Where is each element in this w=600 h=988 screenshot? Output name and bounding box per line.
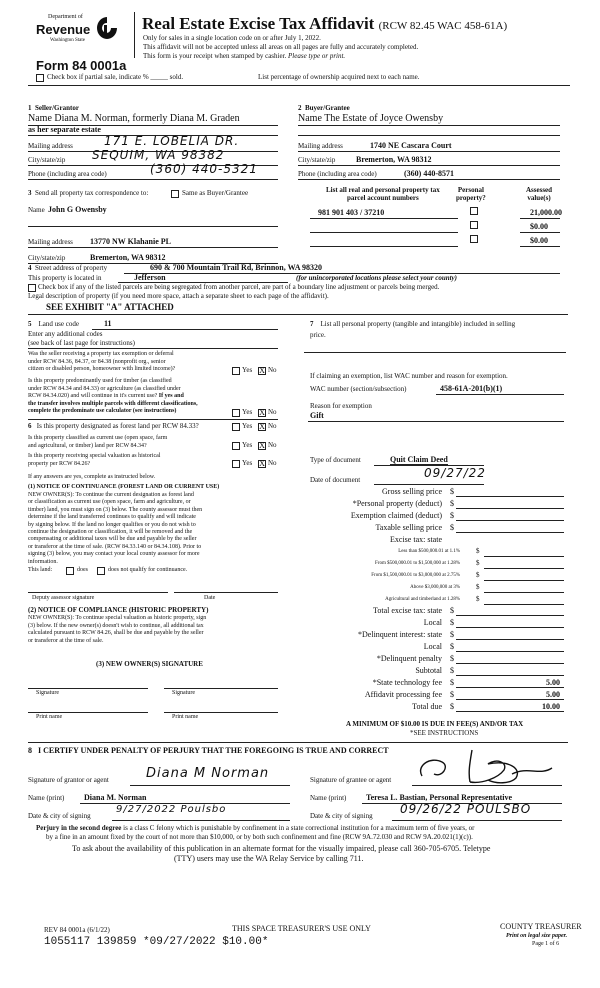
s6-num: 6 bbox=[28, 422, 32, 430]
accessibility-line-2: (TTY) users may use the WA Relay Service by calling 711. bbox=[174, 854, 364, 863]
perjury-bold: Perjury in the second degree bbox=[36, 824, 122, 832]
q5-2c-bold: If yes and bbox=[158, 393, 184, 399]
s1-num: 1 bbox=[28, 104, 32, 112]
s7-text-1-span: List all personal property (tangible and intangible) included in selling bbox=[320, 320, 516, 328]
buyer-name bbox=[298, 113, 443, 124]
new-owner-print-2-label: Print name bbox=[172, 714, 199, 720]
wa-logo-icon bbox=[96, 16, 118, 40]
assessed-col-header bbox=[526, 186, 552, 202]
parcel-h1b: parcel account numbers bbox=[346, 194, 419, 202]
seller-name-label: Name bbox=[28, 113, 52, 124]
q5-1c: citizen or disabled person, homeowner with limited income)? bbox=[28, 366, 176, 372]
q6-1-text: Is this property designated as forest land per RCW 84.33? bbox=[36, 422, 199, 430]
see-instructions-note: *SEE INSTRUCTIONS bbox=[410, 729, 479, 737]
tax-rate-2-label: From $500,000.01 to $1,500,000 at 1.28% bbox=[375, 561, 460, 566]
s4-street-label: Street address of property bbox=[35, 264, 108, 272]
grantor-name-label: Name (print) bbox=[28, 794, 65, 802]
same-as-buyer-label: Same as Buyer/Grantee bbox=[182, 189, 249, 197]
s7-text-2: price. bbox=[310, 331, 326, 339]
corr-mail-label: Mailing address bbox=[28, 238, 73, 246]
n1-line-2: or classification as current use (open space, farm and agriculture, or bbox=[28, 499, 191, 506]
exhibit-text: SEE EXHIBIT "A" ATTACHED bbox=[46, 302, 174, 312]
dept-line3: Washington State bbox=[50, 38, 86, 43]
parcel-row-1-num[interactable]: 981 901 403 / 37210 bbox=[318, 208, 385, 217]
q5-1-no-checkbox[interactable]: X bbox=[259, 366, 265, 375]
buyer-city-value[interactable]: Bremerton, WA 98312 bbox=[356, 155, 432, 164]
buyer-mail-value[interactable]: 1740 NE Cascara Court bbox=[370, 141, 452, 150]
q6-3-yes-label: Yes bbox=[242, 459, 253, 467]
total-excise-state-label: Total excise tax: state bbox=[373, 606, 442, 615]
n1-line-5: by signing below. If the land no longer qualifies or you do not wish to bbox=[28, 521, 196, 528]
q6-3-no-label: No bbox=[268, 459, 277, 467]
new-owner-signature-1-label: Signature bbox=[36, 690, 59, 696]
delinquent-interest-state-label: *Delinquent interest: state bbox=[358, 630, 442, 639]
s4-num: 4 bbox=[28, 264, 32, 272]
n2-line-1: NEW OWNER(S): To continue special valuation as historic property, sign bbox=[28, 615, 207, 621]
buyer-name-value: The Estate of Joyce Owensby bbox=[324, 113, 444, 124]
tech-fee-label: *State technology fee bbox=[372, 678, 442, 687]
personal-col-header bbox=[456, 186, 486, 202]
reason-value[interactable]: Gift bbox=[310, 411, 324, 420]
dept-line2: Revenue bbox=[36, 22, 91, 37]
corr-name-value[interactable]: John G Owensby bbox=[48, 205, 107, 214]
tech-fee-dollar: $ bbox=[450, 678, 454, 687]
personal-h2b: property? bbox=[456, 194, 486, 202]
sig-grantor-label: Signature of grantor or agent bbox=[28, 776, 109, 784]
land-use-value[interactable]: 11 bbox=[104, 319, 112, 328]
assessed-h3: Assessed bbox=[526, 186, 553, 194]
q5-2-no-checkbox[interactable]: X bbox=[259, 408, 265, 417]
s7-num: 7 bbox=[310, 320, 314, 328]
legal-text: Legal description of property (if you need more space, attach a separate sheet to each page of the affidavit). bbox=[28, 292, 329, 300]
parcel-row-2-val[interactable]: $0.00 bbox=[530, 222, 548, 231]
accessibility-line-1: To ask about the availability of this publication in an alternate format for the visually impaired, please call 360-705-6705. Teletype bbox=[72, 844, 491, 853]
q5-2-no-label: No bbox=[268, 408, 277, 416]
q5-1-yes-label: Yes bbox=[242, 366, 253, 374]
parcel-row-1-personal-checkbox[interactable] bbox=[470, 207, 478, 215]
grantor-date-label: Date & city of signing bbox=[28, 812, 91, 820]
rev-number: REV 84 0001a (6/1/22) bbox=[44, 926, 110, 934]
total-due-dollar: $ bbox=[450, 702, 454, 711]
seller-mail-label: Mailing address bbox=[28, 142, 73, 150]
q5-2b: under RCW 84.34 and 84.33) or agriculture (as classified under bbox=[28, 385, 181, 392]
n1-line-10: information. bbox=[28, 558, 58, 565]
grantee-name-label: Name (print) bbox=[310, 794, 347, 802]
s5-num: 5 bbox=[28, 320, 32, 328]
title-text: Real Estate Excise Tax Affidavit bbox=[142, 14, 375, 33]
grantor-name-value[interactable]: Diana M. Norman bbox=[84, 793, 147, 802]
affidavit-fee-dollar: $ bbox=[450, 690, 454, 699]
tax-row-excise-state-label: Excise tax: state bbox=[390, 535, 442, 544]
form-title bbox=[142, 14, 507, 34]
segregated-checkbox[interactable] bbox=[28, 284, 36, 292]
land-does-checkbox[interactable] bbox=[66, 567, 74, 575]
affidavit-fee-label: Affidavit processing fee bbox=[364, 690, 442, 699]
same-as-buyer-checkbox[interactable] bbox=[171, 190, 179, 198]
tax-row-exemption-dollar: $ bbox=[450, 511, 454, 520]
personal-h2: Personal bbox=[457, 186, 484, 194]
tax-row-taxable-label: Taxable selling price bbox=[375, 523, 442, 532]
title-cite: (RCW 82.45 WAC 458-61A) bbox=[378, 20, 508, 32]
tax-rate-3-label: From $1,500,000.01 to $3,000,000 at 2.75% bbox=[371, 573, 460, 578]
q6-2b: and agricultural, or timber) land per RCW 84.34? bbox=[28, 442, 147, 449]
note3-text: This form is your receipt when stamped by cashier. bbox=[143, 52, 287, 60]
additional-codes: Enter any additional codes bbox=[28, 330, 103, 338]
if-yes-note: If any answers are yes, complete as instructed below. bbox=[28, 474, 156, 480]
deputy-signature-label: Deputy assessor signature bbox=[32, 595, 95, 601]
tax-rate-1-dollar: $ bbox=[476, 547, 480, 555]
s3-num: 3 bbox=[28, 189, 32, 197]
s2-num: 2 bbox=[298, 104, 302, 112]
buyer-phone-label: Phone (including area code) bbox=[298, 170, 377, 178]
header-note-1: Only for sales in a single location code on or after July 1, 2022. bbox=[143, 34, 321, 42]
land-use-label bbox=[28, 320, 79, 328]
q5-2d: the transfer involves multiple parcels with different classifications, bbox=[28, 400, 198, 407]
q6-2a: Is this property classified as current use (open space, farm bbox=[28, 435, 168, 441]
total-excise-local-label: Local bbox=[423, 618, 442, 627]
q6-3b: property per RCW 84.26? bbox=[28, 460, 91, 467]
q5-1-yes-checkbox[interactable] bbox=[232, 367, 240, 375]
q6-3a: Is this property receiving special valuation as historical bbox=[28, 453, 161, 459]
q5-1b: under RCW 84.36, 84.37, or 84.38 (nonprofit org., senior bbox=[28, 358, 166, 365]
doc-type-value[interactable]: Quit Claim Deed bbox=[390, 455, 448, 464]
seller-heading bbox=[28, 104, 79, 112]
county-treasurer: COUNTY TREASURER bbox=[500, 922, 582, 931]
n1-line-7: compensating or additional taxes will be due and payable by the seller bbox=[28, 536, 197, 543]
notice-3-title: (3) NEW OWNER(S) SIGNATURE bbox=[96, 660, 203, 668]
grantee-date-label: Date & city of signing bbox=[310, 812, 373, 820]
assessed-h3b: value(s) bbox=[527, 194, 551, 202]
q6-1-yes-checkbox[interactable] bbox=[232, 423, 240, 431]
subtotal-dollar: $ bbox=[450, 666, 454, 675]
delinquent-penalty-label: *Delinquent penalty bbox=[376, 654, 442, 663]
street-value[interactable]: 690 & 700 Mountain Trail Rd, Brinnon, WA 98320 bbox=[150, 263, 323, 272]
ownership-note: List percentage of ownership acquired next to each name. bbox=[258, 73, 420, 81]
affidavit-fee-value[interactable]: 5.00 bbox=[546, 690, 560, 699]
tech-fee-value[interactable]: 5.00 bbox=[546, 678, 560, 687]
notice-2-body bbox=[28, 615, 206, 645]
located-value[interactable]: Jefferson bbox=[134, 273, 166, 282]
wac-value[interactable]: 458-61A-201(b)(1) bbox=[440, 384, 503, 393]
tax-rate-3-dollar: $ bbox=[476, 571, 480, 579]
page-number: Page 1 of 6 bbox=[532, 941, 560, 947]
n2-line-2: (3) below. If the new owner(s) doesn't wish to continue, all additional tax bbox=[28, 622, 204, 629]
delinquent-interest-state-dollar: $ bbox=[450, 630, 454, 639]
perjury-line-1 bbox=[36, 824, 474, 832]
seller-mail-value[interactable]: 171 E. LOBELIA DR. bbox=[104, 134, 240, 148]
s7-text-1 bbox=[310, 320, 515, 328]
corr-mail-value[interactable]: 13770 NW Klahanie PL bbox=[90, 237, 171, 246]
see-back: (see back of last page for instructions) bbox=[28, 339, 135, 347]
parcel-row-2-personal-checkbox[interactable] bbox=[470, 221, 478, 229]
q6-2-yes-label: Yes bbox=[242, 441, 253, 449]
dor-logo bbox=[36, 14, 122, 54]
land-does-not-label: does not qualify for continuance. bbox=[108, 567, 188, 573]
grantee-signature-icon bbox=[412, 748, 562, 786]
correspondence-heading bbox=[28, 189, 148, 197]
delinquent-penalty-dollar: $ bbox=[450, 654, 454, 663]
s5-land-use-label: Land use code bbox=[38, 320, 79, 328]
q6-3-yes-checkbox[interactable] bbox=[232, 460, 240, 468]
partial-sale-text: Check box if partial sale, indicate % _____ sold. bbox=[47, 73, 184, 81]
doc-date-label: Date of document bbox=[310, 476, 361, 484]
land-does-not-checkbox[interactable] bbox=[97, 567, 105, 575]
header-note-3 bbox=[143, 52, 345, 60]
buyer-name-label: Name bbox=[298, 113, 322, 124]
grantor-date-value[interactable]: 9/27/2022 Poulsbo bbox=[116, 804, 227, 815]
dept-line1: Department of bbox=[48, 14, 83, 20]
total-excise-state-dollar: $ bbox=[450, 606, 454, 615]
q6-1-yes-label: Yes bbox=[242, 422, 253, 430]
tax-row-taxable-dollar: $ bbox=[450, 523, 454, 532]
seller-city-label: City/state/zip bbox=[28, 156, 66, 164]
q5-2c: RCW 84.34.020) and will continue in it's current use? bbox=[28, 393, 158, 399]
tax-row-personal-label: *Personal property (deduct) bbox=[352, 499, 442, 508]
total-excise-local-dollar: $ bbox=[450, 618, 454, 627]
buyer-heading bbox=[298, 104, 350, 112]
tax-rate-5-label: Agricultural and timberland at 1.28% bbox=[385, 597, 460, 602]
buyer-mail-label: Mailing address bbox=[298, 142, 343, 150]
q5-2a: Is this property predominantly used for timber (as classified bbox=[28, 378, 172, 384]
doc-type-label: Type of document bbox=[310, 456, 361, 464]
grantee-name-value[interactable]: Teresa L. Bastian, Personal Representative bbox=[366, 793, 513, 802]
q6-2-no-label: No bbox=[268, 441, 277, 449]
q6-1 bbox=[28, 422, 199, 430]
parcel-h1: List all real and personal property tax bbox=[326, 186, 440, 194]
perjury-line-2: by a fine in an amount fixed by the court of not more than $10,000, or by both such confinement and fine (RCW 9A.72.030 and RCW 9A.20.021(1)(c)). bbox=[46, 833, 473, 841]
corr-city-value[interactable]: Bremerton, WA 98312 bbox=[90, 253, 166, 262]
seller-phone-value[interactable]: (360) 440-5321 bbox=[150, 162, 258, 176]
q6-1-no-checkbox[interactable]: X bbox=[259, 422, 265, 431]
q6-2-no-checkbox[interactable]: X bbox=[259, 441, 265, 450]
reason-label: Reason for exemption bbox=[310, 402, 372, 410]
notice-1-title: (1) NOTICE OF CONTINUANCE (FOREST LAND OR CURRENT USE) bbox=[28, 484, 220, 490]
seller-name-value: Diana M. Norman, formerly Diana M. Graden bbox=[54, 113, 240, 124]
q5-1a: Was the seller receiving a property tax exemption or deferral bbox=[28, 351, 174, 357]
delinquent-interest-local-label: Local bbox=[423, 642, 442, 651]
header-note-2: This affidavit will not be accepted unless all areas on all pages are fully and accurately completed. bbox=[143, 43, 419, 51]
new-owner-signature-2-label: Signature bbox=[172, 690, 195, 696]
s1-title: Seller/Grantor bbox=[35, 104, 79, 112]
subtotal-label: Subtotal bbox=[415, 666, 442, 675]
q6-2 bbox=[28, 435, 167, 450]
parcel-row-1-val[interactable]: 21,000.00 bbox=[530, 208, 562, 217]
located-label: This property is located in bbox=[28, 274, 102, 282]
corr-name-label: Name bbox=[28, 206, 45, 214]
seller-phone-label: Phone (including area code) bbox=[28, 170, 107, 178]
n2-line-3: calculated pursuant to RCW 84.26, shall be due and payable by the seller bbox=[28, 630, 204, 637]
minimum-note: A MINIMUM OF $10.00 IS DUE IN FEE(S) AND/OR TAX bbox=[346, 720, 524, 728]
unincorp-note: (for unincorporated locations please select your county) bbox=[296, 274, 457, 282]
n1-line-6: continue the designation or classification, it will be removed and the bbox=[28, 529, 193, 536]
treasurer-use-only: THIS SPACE TREASURER'S USE ONLY bbox=[232, 924, 371, 933]
deputy-date-label: Date bbox=[204, 595, 216, 601]
parcel-row-3-val[interactable]: $0.00 bbox=[530, 236, 548, 245]
tax-rate-4-dollar: $ bbox=[476, 583, 480, 591]
land-does-label: does bbox=[77, 567, 88, 573]
wac-label: WAC number (section/subsection) bbox=[310, 385, 407, 393]
n2-line-4: or transferor at the time of sale. bbox=[28, 637, 104, 644]
n1-line-8: or transferor at the time of sale. (RCW 84.33.140 or 84.34.108). Prior to bbox=[28, 543, 202, 550]
sig-grantor-value[interactable]: Diana M Norman bbox=[146, 766, 270, 781]
notice-1-body bbox=[28, 492, 202, 566]
perjury-text: is a class C felony which is punishable by confinement in a state correctional institution for a maximum term of five years, or bbox=[123, 824, 475, 832]
s2-title: Buyer/Grantee bbox=[305, 104, 350, 112]
notice-2-title: (2) NOTICE OF COMPLIANCE (HISTORIC PROPERTY) bbox=[28, 606, 209, 614]
legal-size-note: Print on legal size paper. bbox=[506, 933, 568, 939]
certify-text bbox=[28, 746, 389, 755]
delinquent-interest-local-dollar: $ bbox=[450, 642, 454, 651]
q5-2 bbox=[28, 378, 198, 416]
n1-line-3: timber) land, you must sign on (3) below. The county assessor must then bbox=[28, 506, 203, 513]
corr-city-label: City/state/zip bbox=[28, 254, 66, 262]
tax-rate-2-dollar: $ bbox=[476, 559, 480, 567]
tax-row-gross-dollar: $ bbox=[450, 487, 454, 496]
this-land-label: This land: bbox=[28, 567, 53, 573]
q6-3-no-checkbox[interactable]: X bbox=[259, 459, 265, 468]
tax-row-exemption-label: Exemption claimed (deduct) bbox=[350, 511, 442, 520]
cashier-stamp: 1055117 139859 *09/27/2022 $10.00* bbox=[44, 936, 269, 948]
q5-1-no-label: No bbox=[268, 366, 277, 374]
sig-grantee-value[interactable] bbox=[430, 770, 432, 771]
s8-certify: I CERTIFY UNDER PENALTY OF PERJURY THAT THE FOREGOING IS TRUE AND CORRECT bbox=[38, 746, 389, 755]
parcel-col-header bbox=[326, 186, 440, 202]
n1-line-9: signing (3) below, you may contact your local county assessor for more bbox=[28, 551, 200, 558]
buyer-phone-value[interactable]: (360) 440-8571 bbox=[404, 169, 454, 178]
tax-rate-5-dollar: $ bbox=[476, 595, 480, 603]
seller-name bbox=[28, 113, 240, 124]
tax-row-personal-dollar: $ bbox=[450, 499, 454, 508]
sig-grantee-label: Signature of grantee or agent bbox=[310, 776, 392, 784]
n1-line-1: NEW OWNER(S): To continue the current designation as forest land bbox=[28, 492, 194, 498]
partial-sale-checkbox[interactable] bbox=[36, 74, 44, 82]
tax-row-gross-label: Gross selling price bbox=[382, 487, 442, 496]
doc-date-value[interactable]: 09/27/22 bbox=[424, 466, 486, 480]
form-number: Form 84 0001a bbox=[36, 58, 127, 73]
total-due-value[interactable]: 10.00 bbox=[542, 702, 560, 711]
q5-1 bbox=[28, 351, 175, 374]
street-label bbox=[28, 264, 107, 272]
tax-rate-4-label: Above $3,000,000 at 3% bbox=[410, 585, 460, 590]
grantee-date-value[interactable]: 09/26/22 POULSBO bbox=[400, 802, 532, 816]
note3-italic: Please type or print. bbox=[288, 52, 346, 60]
seller-name-2: as her separate estate bbox=[28, 125, 101, 134]
parcel-row-3-personal-checkbox[interactable] bbox=[470, 235, 478, 243]
seller-city-value[interactable]: SEQUIM, WA 98382 bbox=[92, 148, 225, 162]
q5-2-yes-checkbox[interactable] bbox=[232, 409, 240, 417]
exempt-text: If claiming an exemption, list WAC number and reason for exemption. bbox=[310, 372, 508, 380]
segregated-text: Check box if any of the listed parcels are being segregated from another parcel, are part of a boundary line adjustment or parcels being merged. bbox=[38, 283, 440, 291]
s8-num: 8 bbox=[28, 746, 32, 755]
q5-2-yes-label: Yes bbox=[242, 408, 253, 416]
n1-line-4: determine if the land transferred continues to qualify and will indicate bbox=[28, 514, 196, 521]
q6-3 bbox=[28, 453, 160, 468]
s3-text: Send all property tax correspondence to: bbox=[35, 189, 149, 197]
q5-2e: complete the predominate use calculator (see instructions) bbox=[28, 408, 177, 414]
total-due-label: Total due bbox=[412, 702, 442, 711]
q6-1-no-label: No bbox=[268, 422, 277, 430]
buyer-city-label: City/state/zip bbox=[298, 156, 336, 164]
q6-2-yes-checkbox[interactable] bbox=[232, 442, 240, 450]
tax-rate-1-label: Less than $500,000.01 at 1.1% bbox=[398, 549, 460, 554]
new-owner-print-1-label: Print name bbox=[36, 714, 63, 720]
